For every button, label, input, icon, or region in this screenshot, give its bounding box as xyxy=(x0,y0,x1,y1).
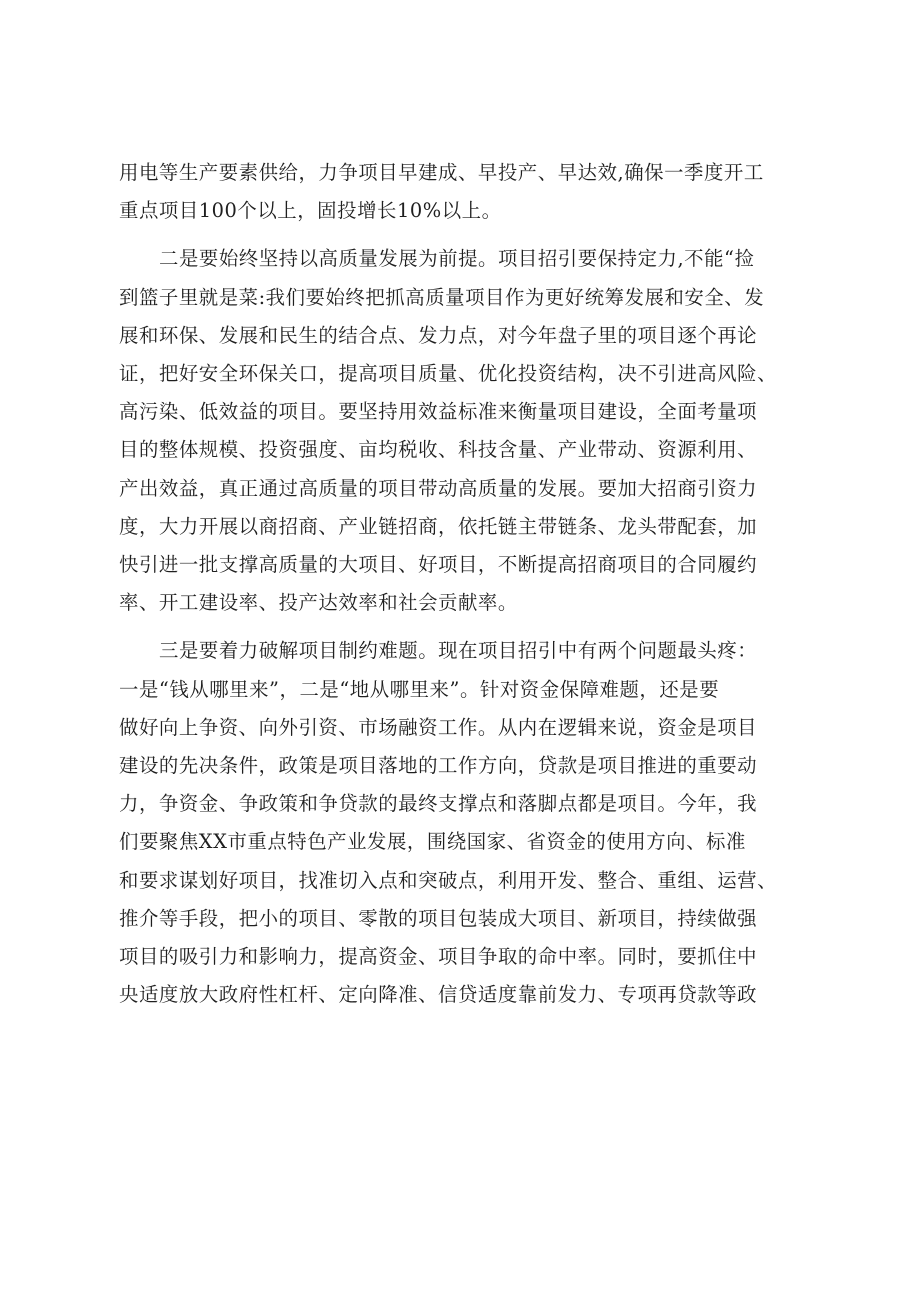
text-line: 们要聚焦XX市重点特色产业发展，围绕国家、省资金的使用方向、标准 xyxy=(119,830,746,854)
text-line: 目的整体规模、投资强度、亩均税收、科技含量、产业带动、资源利用、 xyxy=(119,438,758,462)
text-line: 和要求谋划好项目，找准切入点和突破点，利用开发、整合、重组、运营、 xyxy=(119,868,778,892)
text-line: 率、开工建设率、投产达效率和社会贡献率。 xyxy=(119,591,518,615)
text-line: 推介等手段，把小的项目、零散的项目包装成大项目、新项目，持续做强 xyxy=(119,906,758,930)
text-line: 一是“钱从哪里来”，二是“地从哪里来”。针对资金保障难题，还是要 xyxy=(119,677,720,701)
text-line: 建设的先决条件，政策是项目落地的工作方向，贷款是项目推进的重要动 xyxy=(119,754,758,778)
text-line: 展和环保、发展和民生的结合点、发力点，对今年盘子里的项目逐个再论 xyxy=(119,323,758,347)
text-line: 重点项目100个以上，固投增长10%以上。 xyxy=(119,199,502,223)
text-line: 项目的吸引力和影响力，提高资金、项目争取的命中率。同时，要抓住中 xyxy=(119,945,758,969)
text-line: 证，把好安全环保关口，提高项目质量、优化投资结构，决不引进高风险、 xyxy=(119,362,778,386)
text-line: 产出效益，真正通过高质量的项目带动高质量的发展。要加大招商引资力 xyxy=(119,476,758,500)
body-text xyxy=(119,154,823,1014)
text-line: 度，大力开展以商招商、产业链招商，依托链主带链条、龙头带配套，加 xyxy=(119,514,758,538)
text-line: 力，争资金、争政策和争贷款的最终支撑点和落脚点都是项目。今年，我 xyxy=(119,792,758,816)
text-line: 高污染、低效益的项目。要坚持用效益标准来衡量项目建设，全面考量项 xyxy=(119,400,758,424)
text-line: 做好向上争资、向外引资、市场融资工作。从内在逻辑来说，资金是项目 xyxy=(119,715,758,739)
text-line: 央适度放大政府性杠杆、定向降准、信贷适度靠前发力、专项再贷款等政 xyxy=(119,983,758,1007)
text-line: 三是要着力破解项目制约难题。现在项目招引中有两个问题最头疼： xyxy=(159,639,758,663)
text-line: 二是要始终坚持以高质量发展为前提。项目招引要保持定力,不能“捡 xyxy=(159,247,755,271)
paragraph-gap xyxy=(119,230,823,240)
text-line: 快引进一批支撑高质量的大项目、好项目，不断提高招商项目的合同履约 xyxy=(119,553,758,577)
text-line: 用电等生产要素供给，力争项目早建成、早投产、早达效,确保一季度开工 xyxy=(119,161,764,184)
text-line: 到篮子里就是菜:我们要始终把抓高质量项目作为更好统筹发展和安全、发 xyxy=(119,285,765,309)
paragraph-gap xyxy=(119,622,823,632)
